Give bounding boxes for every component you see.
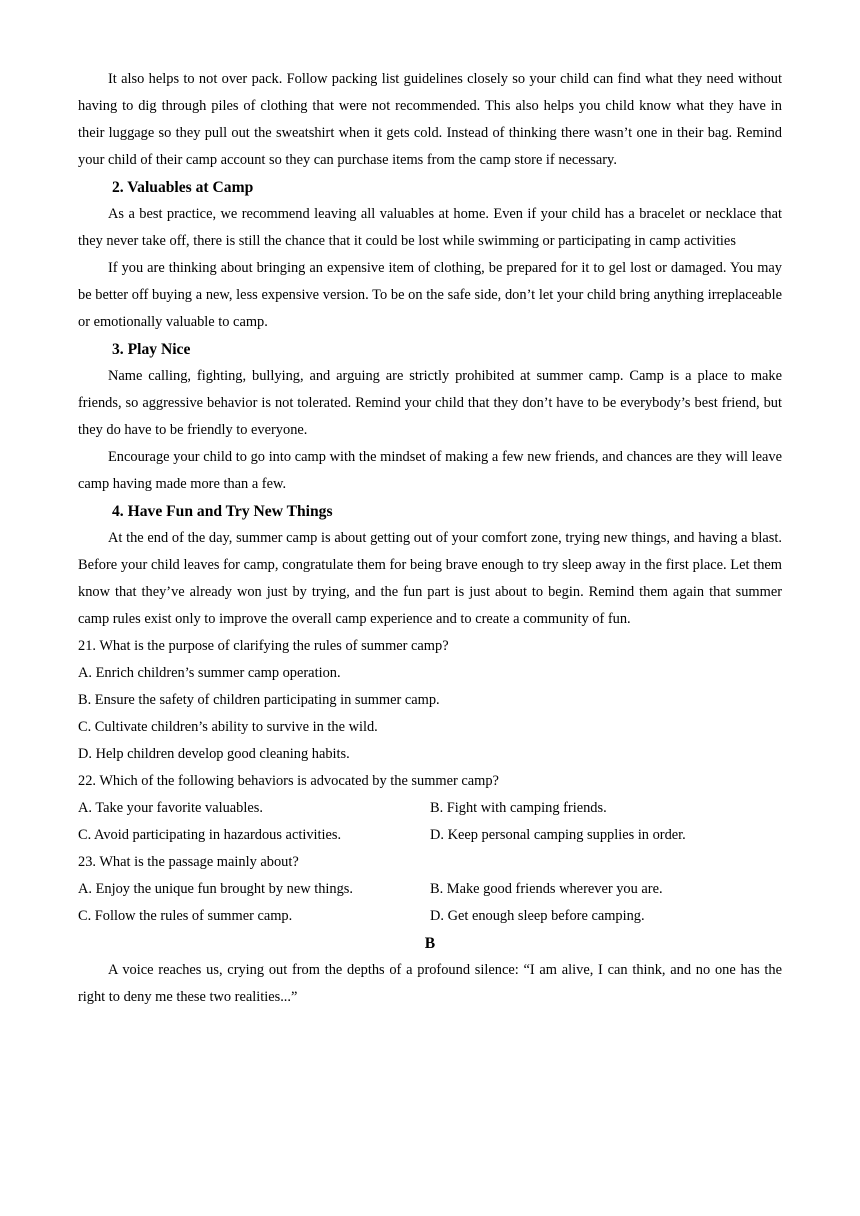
option-row	[78, 822, 782, 849]
section-heading: 4. Have Fun and Try New Things	[112, 503, 333, 520]
paragraph: A voice reaches us, crying out from the depths of a profound silence: “I am alive, I can think, and no one has the right to deny me these two realities...”	[78, 962, 782, 1005]
paragraph: It also helps to not over pack. Follow packing list guidelines closely so your child can find what they need without having to dig through piles of clothing that were not recommended. This also helps you child know what they have in their luggage so they pull out the sweatshirt when it gets cold. Instead of thinking there wasn’t one in their bag. Remind your child of their camp account so they can purchase items from the camp store if necessary.	[78, 71, 782, 168]
option-row	[78, 795, 782, 822]
option-c: C. Follow the rules of summer camp.	[78, 908, 293, 924]
option-a: A. Take your favorite valuables.	[78, 800, 263, 816]
question-stem: 23. What is the passage mainly about?	[78, 854, 299, 870]
paragraph: Encourage your child to go into camp with the mindset of making a few new friends, and chances are they will leave camp having made more than a few.	[78, 449, 782, 492]
paragraph: At the end of the day, summer camp is about getting out of your comfort zone, trying new things, and having a blast. Before your child leaves for camp, congratulate them for being brave enough to try sleep away in the first place. Let them know that they’ve already won just by trying, and the fun part is just about to begin. Remind them again that summer camp rules exist only to improve the overall camp experience and to create a community of fun.	[78, 530, 782, 627]
option-row	[78, 876, 782, 903]
section-heading: 3. Play Nice	[112, 341, 191, 358]
option-b: B. Fight with camping friends.	[430, 800, 607, 816]
option-c: C. Cultivate children’s ability to survive in the wild.	[78, 719, 378, 735]
question-21	[78, 633, 782, 768]
question-stem: 21. What is the purpose of clarifying the rules of summer camp?	[78, 638, 449, 654]
question-23	[78, 849, 782, 930]
option-row	[78, 903, 782, 930]
option-a: A. Enjoy the unique fun brought by new things.	[78, 881, 353, 897]
option-c: C. Avoid participating in hazardous activities.	[78, 827, 342, 843]
option-d: D. Keep personal camping supplies in order.	[430, 827, 686, 843]
paragraph: Name calling, fighting, bullying, and arguing are strictly prohibited at summer camp. Camp is a place to make friends, so aggressive behavior is not tolerated. Remind your child that they don’t have to be everybody’s best friend, but they do have to be friendly to everyone.	[78, 368, 782, 438]
paragraph: If you are thinking about bringing an expensive item of clothing, be prepared for it to gel lost or damaged. You may be better off buying a new, less expensive version. To be on the safe side, don’t let your child bring anything irreplaceable or emotionally valuable to camp.	[78, 260, 782, 330]
option-b: B. Ensure the safety of children participating in summer camp.	[78, 692, 440, 708]
option-a: A. Enrich children’s summer camp operation.	[78, 665, 341, 681]
question-stem: 22. Which of the following behaviors is advocated by the summer camp?	[78, 773, 499, 789]
section-heading: 2. Valuables at Camp	[112, 179, 254, 196]
section-letter: B	[424, 935, 436, 952]
option-d: D. Get enough sleep before camping.	[430, 908, 645, 924]
option-d: D. Help children develop good cleaning habits.	[78, 746, 350, 762]
question-22	[78, 768, 782, 849]
document-page	[78, 66, 782, 1011]
option-b: B. Make good friends wherever you are.	[430, 881, 663, 897]
paragraph: As a best practice, we recommend leaving all valuables at home. Even if your child has a bracelet or necklace that they never take off, there is still the chance that it could be lost while swimming or participating in camp activities	[78, 206, 782, 249]
